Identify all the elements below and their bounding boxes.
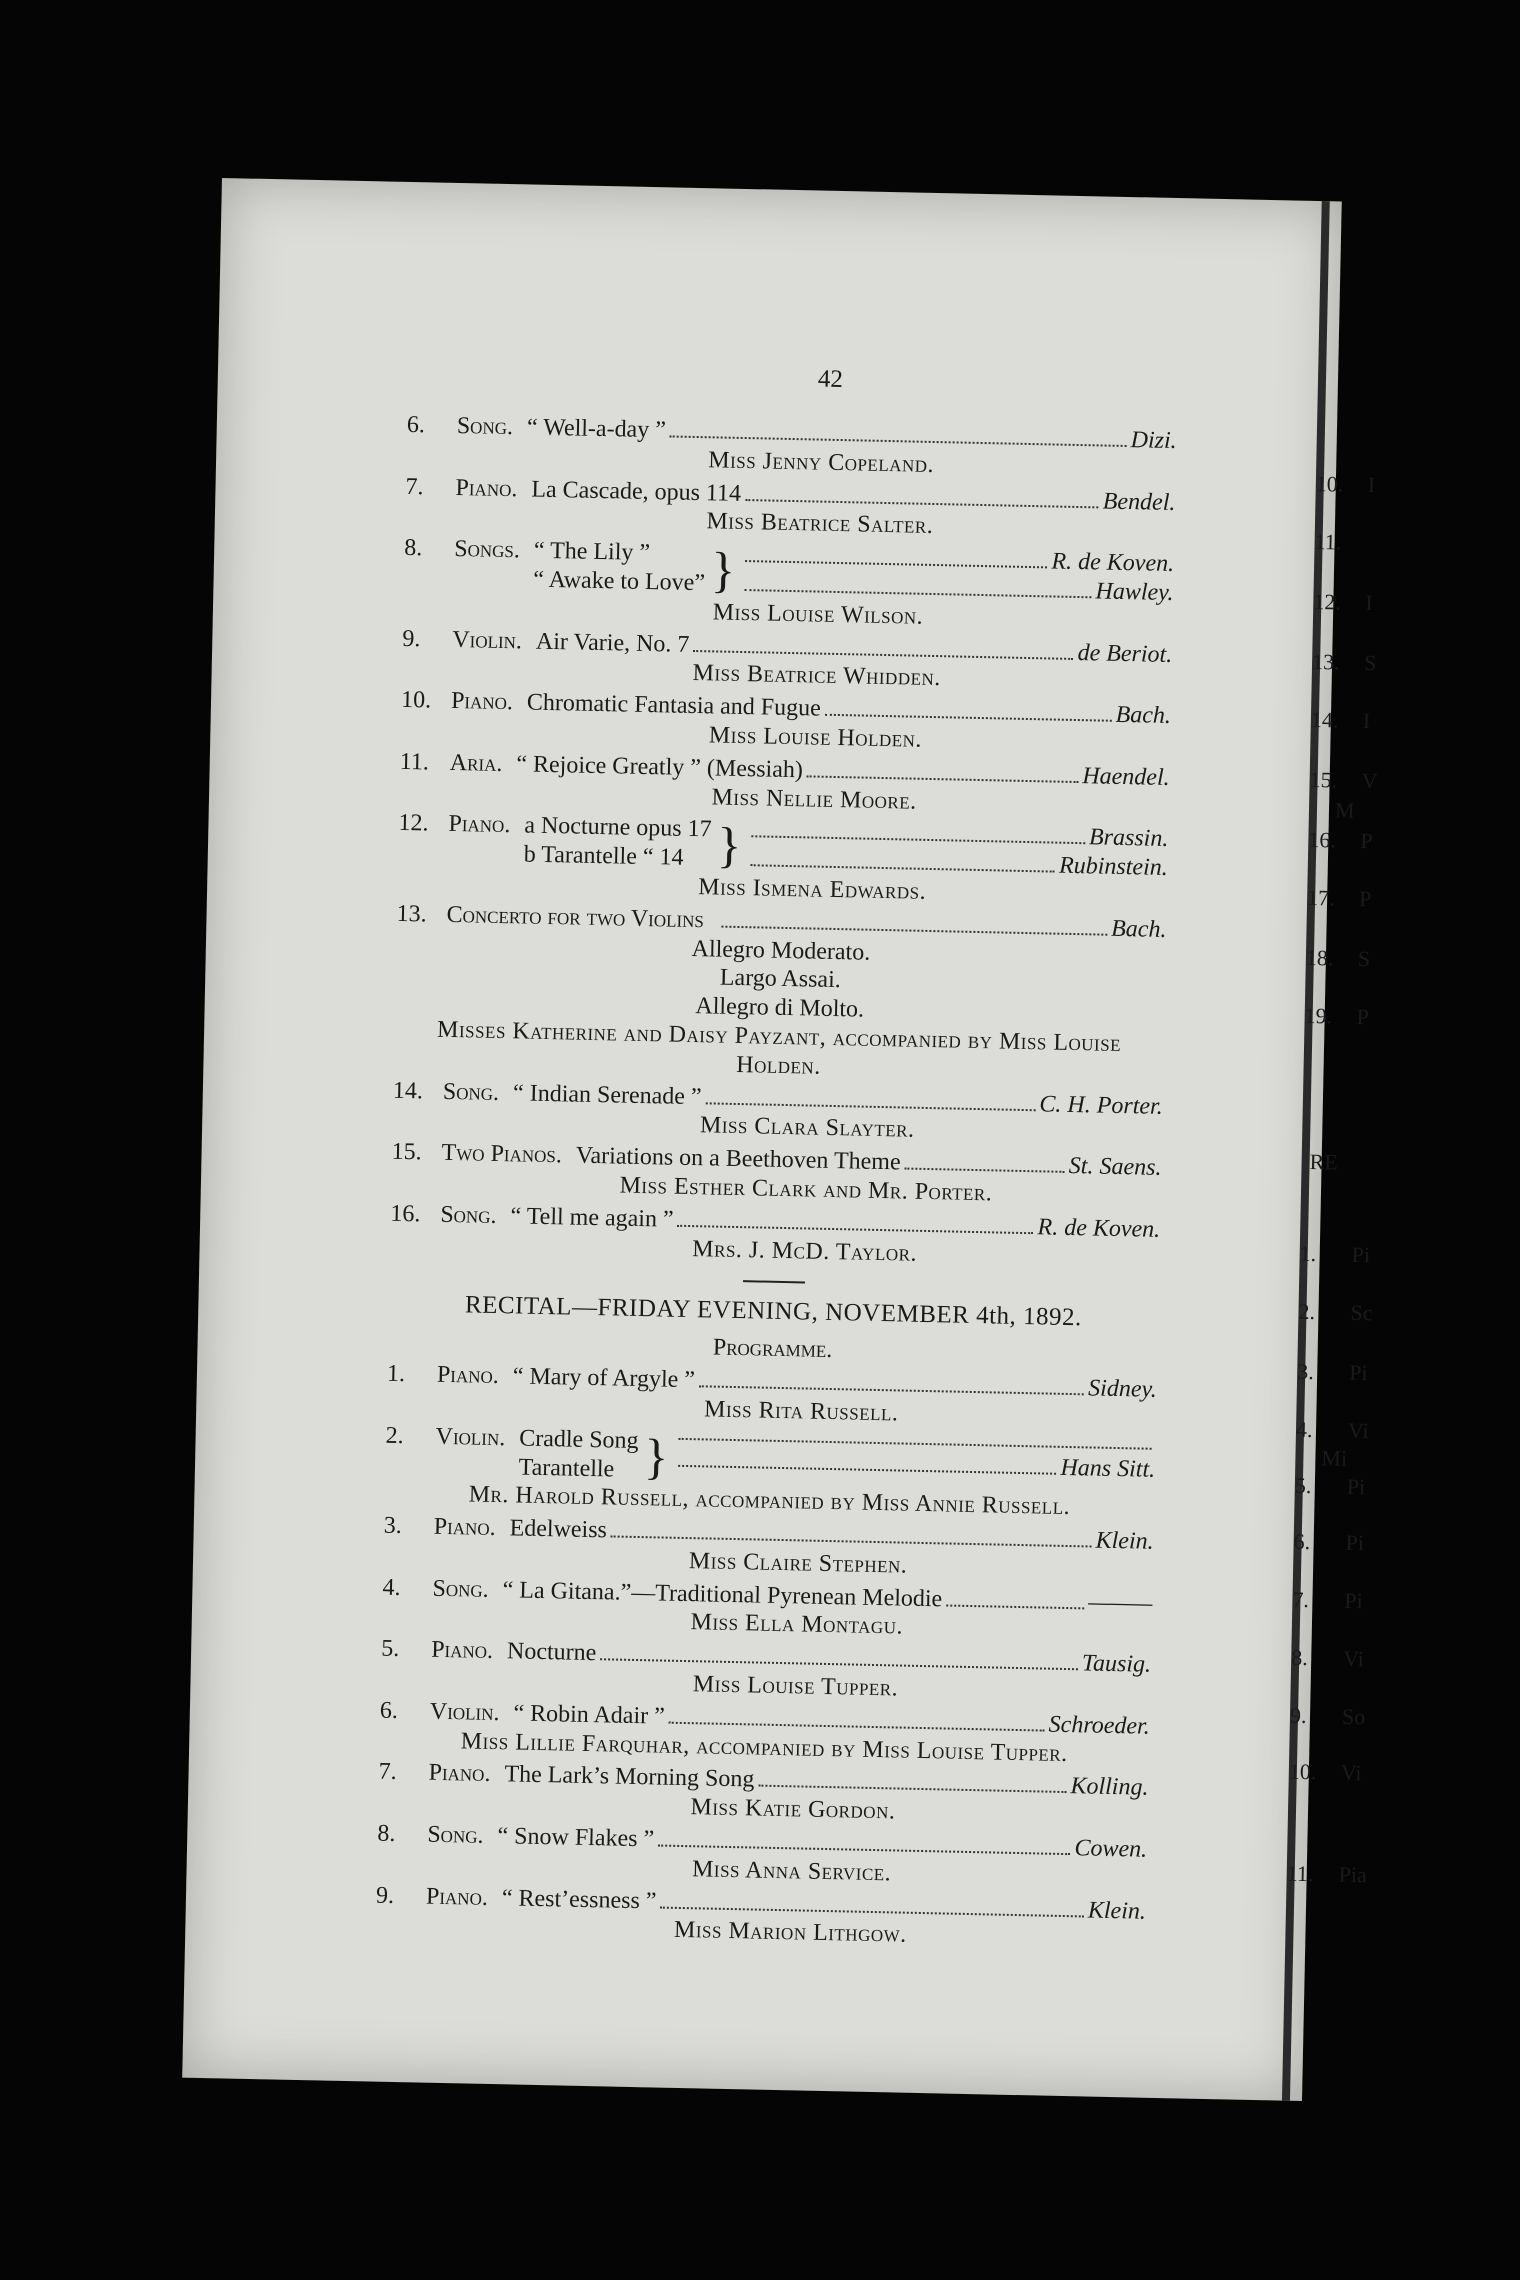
- composer-name: R. de Koven.: [1037, 1214, 1161, 1243]
- composer-name: Kolling.: [1070, 1773, 1149, 1802]
- item-type: Piano.: [425, 1883, 489, 1911]
- dot-leader: [611, 1536, 1092, 1548]
- item-type: Songs.: [454, 536, 521, 564]
- item-type: Piano.: [430, 1636, 494, 1665]
- facing-item-fragment: So: [1341, 1703, 1366, 1730]
- composer-name: Bendel.: [1102, 488, 1176, 516]
- performer: Miss Louise Tupper.: [692, 1671, 899, 1702]
- item-type: Piano.: [450, 688, 514, 716]
- piece-title: “ Rest’essness ”: [501, 1884, 657, 1915]
- dot-leader: [904, 1168, 1064, 1173]
- item-type: Violin.: [452, 626, 523, 654]
- facing-item-fragment: I: [1365, 590, 1373, 616]
- item-number: 5.: [380, 1635, 400, 1663]
- facing-item-fragment: Vi: [1340, 1759, 1362, 1786]
- composer-name: Hawley.: [1095, 578, 1174, 606]
- piece-lines: [523, 812, 711, 874]
- item-number: 9.: [375, 1882, 395, 1909]
- composer-lines: [747, 817, 1169, 883]
- composer-name: Hans Sitt.: [1060, 1454, 1156, 1483]
- item-type: Song.: [440, 1201, 497, 1229]
- piece-title: The Lark’s Morning Song: [504, 1761, 755, 1793]
- facing-item-number: 15.: [1309, 766, 1338, 793]
- facing-item-fragment: Vi: [1347, 1417, 1369, 1444]
- brace-symbol: }: [643, 1427, 669, 1485]
- facing-item-number: 16.: [1308, 826, 1337, 853]
- facing-item-number: 11.: [1286, 1860, 1314, 1887]
- item-number: 7.: [378, 1759, 397, 1786]
- dot-leader: [745, 560, 1047, 568]
- facing-item-number: 18.: [1305, 944, 1334, 971]
- composer-name: Klein.: [1095, 1527, 1154, 1555]
- composer-name: Brassin.: [1088, 824, 1169, 853]
- item-type: Piano.: [436, 1361, 500, 1390]
- dot-leader: [758, 1785, 1066, 1793]
- dot-leader: [658, 1845, 1070, 1856]
- item-number: 12.: [398, 810, 429, 837]
- performer: Miss Beatrice Whidden.: [692, 660, 942, 692]
- facing-item-fragment: V: [1361, 768, 1378, 794]
- facing-item-number: 6.: [1293, 1528, 1311, 1555]
- dot-leader: [705, 1102, 1035, 1111]
- piece-title: Cradle Song: [518, 1425, 639, 1454]
- composer-name: Schroeder.: [1048, 1711, 1151, 1740]
- performer: Miss Marion Lithgow.: [673, 1917, 907, 1949]
- performer: Miss Ella Montagu.: [690, 1609, 904, 1641]
- performer: Mr. Harold Russell, accompanied by Miss Annie Russell.: [468, 1481, 1071, 1521]
- composer-name: Rubinstein.: [1058, 852, 1169, 882]
- item-type: Violin.: [429, 1698, 500, 1727]
- brace-symbol: }: [710, 541, 736, 598]
- item-number: 6.: [406, 411, 426, 439]
- performer: Miss Louise Holden.: [708, 722, 923, 753]
- facing-item-fragment: Vi: [1342, 1645, 1365, 1672]
- composer-name: Dizi.: [1130, 427, 1177, 455]
- programme-heading: Programme.: [712, 1334, 833, 1364]
- composer-name: Cowen.: [1074, 1835, 1148, 1863]
- facing-item-number: 7.: [1292, 1586, 1310, 1613]
- facing-fragment: M: [1334, 797, 1355, 823]
- item-number: 6.: [379, 1697, 399, 1724]
- item-number: 3.: [383, 1512, 403, 1540]
- dot-leader: [745, 589, 1092, 598]
- item-number: 1.: [386, 1360, 406, 1388]
- dot-leader: [678, 1465, 1056, 1475]
- page-number: 42: [817, 365, 844, 394]
- brace-symbol: }: [716, 816, 742, 874]
- program-page: [182, 178, 1378, 2101]
- dot-leader: [660, 1906, 1083, 1917]
- facing-item-number: 3.: [1296, 1358, 1315, 1385]
- composer-name: St. Saens.: [1068, 1153, 1162, 1182]
- composer-name: R. de Koven.: [1051, 548, 1175, 578]
- item-number: 4.: [382, 1574, 401, 1601]
- movement: Allegro Moderato.: [691, 935, 871, 966]
- performer: Miss Jenny Copeland.: [708, 447, 935, 478]
- facing-item-fragment: Pia: [1338, 1861, 1368, 1888]
- performer: Miss Lillie Farquhar, accompanied by Miss Louise Tupper.: [460, 1728, 1068, 1767]
- performer: Miss Ismena Edwards.: [698, 874, 927, 905]
- programme-list: [375, 407, 1177, 1955]
- facing-item-number: 5.: [1294, 1472, 1312, 1499]
- facing-item-number: 4.: [1295, 1416, 1313, 1443]
- piece-title: “ Tell me again ”: [510, 1202, 674, 1233]
- recital-heading: RECITAL—FRIDAY EVENING, NOVEMBER 4th, 1892.: [464, 1291, 1083, 1332]
- item-number: 15.: [391, 1138, 422, 1166]
- facing-item-number: 10.: [1288, 1758, 1317, 1785]
- facing-item-number: 8.: [1290, 1644, 1309, 1671]
- item-number: 8.: [377, 1820, 396, 1848]
- performer: Miss Rita Russell.: [703, 1396, 899, 1427]
- facing-item-fragment: Pi: [1345, 1529, 1365, 1556]
- composer-name: de Beriot.: [1077, 639, 1173, 668]
- piece-lines: [518, 1424, 639, 1484]
- performer: Miss Clara Slayter.: [699, 1112, 915, 1144]
- facing-item-fragment: Pi: [1346, 1473, 1366, 1500]
- dot-leader: [751, 864, 1055, 872]
- facing-item-fragment: I: [1367, 472, 1376, 498]
- facing-item-number: 12.: [1313, 588, 1342, 615]
- performer: Miss Claire Stephen.: [688, 1547, 908, 1579]
- piece-title: Variations on a Beethoven Theme: [575, 1142, 901, 1176]
- facing-item-number: 13.: [1311, 648, 1340, 675]
- piece-title: “ Well-a-day ”: [526, 414, 667, 444]
- facing-item-fragment: Pi: [1348, 1359, 1368, 1386]
- performer: Miss Louise Wilson.: [712, 599, 924, 630]
- facing-item-fragment: S: [1363, 650, 1377, 676]
- facing-item-fragment: P: [1360, 827, 1373, 854]
- facing-item-fragment: I: [1362, 708, 1371, 734]
- facing-item-number: 19.: [1304, 1002, 1333, 1029]
- piece-lines: [533, 537, 706, 598]
- item-number: 10.: [400, 687, 432, 714]
- item-number: 9.: [402, 625, 421, 652]
- item-number: 11.: [399, 748, 430, 776]
- dot-leader: [946, 1604, 1084, 1609]
- dot-leader: [825, 714, 1112, 722]
- dot-leader: [600, 1659, 1078, 1671]
- composer-lines: [674, 1438, 1156, 1485]
- movement: Largo Assai.: [719, 964, 842, 994]
- performer: Miss Nellie Moore.: [711, 783, 917, 815]
- composer-name: Sidney.: [1087, 1375, 1158, 1403]
- item-number: 2.: [385, 1422, 404, 1449]
- dot-leader: [693, 650, 1073, 660]
- dot-leader: [669, 1722, 1045, 1732]
- dot-leader: [745, 499, 1099, 508]
- section-rule: [743, 1280, 805, 1283]
- facing-item-fragment: P: [1356, 1003, 1370, 1030]
- performer: Miss Esther Clark and Mr. Porter.: [619, 1172, 993, 1207]
- piece-title: Tarantelle: [518, 1453, 615, 1482]
- performer: Misses Katherine and Daisy Payzant, accompanied by Miss Louise Holden.: [436, 1016, 1122, 1080]
- piece-title: Chromatic Fantasia and Fugue: [526, 689, 822, 722]
- composer-name: C. H. Porter.: [1039, 1090, 1164, 1120]
- item-type: Piano.: [433, 1513, 496, 1542]
- piece-title: Air Varie, No. 7: [535, 628, 690, 658]
- facing-item-number: 1.: [1299, 1240, 1317, 1267]
- item-type: Song.: [442, 1078, 500, 1106]
- piece-title: “ Rejoice Greatly ” (Messiah): [516, 751, 804, 784]
- item-number: 14.: [392, 1077, 424, 1104]
- composer-name: ———: [1088, 1589, 1153, 1617]
- item-type: Song.: [432, 1575, 489, 1603]
- piece-title: Nocturne: [506, 1638, 597, 1667]
- item-type: Piano.: [448, 811, 511, 839]
- item-number: 7.: [405, 473, 424, 500]
- item-number: 13.: [396, 900, 427, 928]
- piece-title: “ Robin Adair ”: [513, 1700, 666, 1730]
- composer-name: Tausig.: [1081, 1650, 1152, 1679]
- facing-item-number: 14.: [1310, 706, 1339, 733]
- piece-title: “ Mary of Argyle ”: [512, 1363, 696, 1394]
- facing-item-fragment: P: [1358, 885, 1372, 912]
- facing-item-number: 17.: [1306, 884, 1335, 911]
- facing-item-fragment: Sc: [1350, 1299, 1373, 1326]
- item-type: Piano.: [455, 474, 518, 502]
- facing-item-fragment: S: [1357, 945, 1371, 972]
- facing-item-number: 10.: [1315, 470, 1344, 497]
- composer-name: Bach.: [1115, 702, 1172, 730]
- dot-leader: [751, 836, 1084, 845]
- dot-leader: [670, 435, 1127, 447]
- piece-title: a Nocturne opus 17: [524, 812, 712, 843]
- piece-title: Edelweiss: [509, 1515, 608, 1544]
- dot-leader: [722, 925, 1107, 935]
- performer: Miss Anna Service.: [691, 1856, 892, 1887]
- item-type: Song.: [427, 1821, 484, 1849]
- facing-fragment: Mi: [1321, 1445, 1348, 1471]
- composer-name: Haendel.: [1082, 762, 1170, 791]
- item-type: Piano.: [428, 1760, 491, 1788]
- facing-item-fragment: Pi: [1351, 1241, 1371, 1268]
- item-number: 16.: [390, 1200, 421, 1228]
- item-number: 8.: [404, 535, 423, 562]
- facing-item-number: 11.: [1314, 528, 1342, 555]
- piece-title: “ Indian Serenade ”: [512, 1079, 702, 1110]
- item-type: Violin.: [435, 1423, 506, 1451]
- piece-title: “ The Lily ”: [533, 537, 651, 567]
- item-type: Song.: [456, 412, 514, 441]
- piece-title: La Cascade, opus 114: [531, 476, 742, 507]
- item-type: Aria.: [449, 749, 503, 777]
- composer-name: Bach.: [1110, 915, 1167, 943]
- piece-title: “ La Gitana.”—Traditional Pyrenean Melodie: [502, 1576, 943, 1613]
- facing-item-fragment: Pi: [1344, 1587, 1364, 1614]
- piece-title: b Tarantelle “ 14: [523, 841, 684, 871]
- item-type: Concerto for two Violins: [446, 901, 705, 934]
- facing-heading-fragment: RE: [1309, 1148, 1339, 1175]
- composer-lines: [741, 541, 1175, 608]
- item-type: Two Pianos.: [441, 1139, 563, 1169]
- piece-title: “ Awake to Love”: [533, 566, 706, 597]
- performer: Miss Katie Gordon.: [690, 1794, 896, 1825]
- composer-name: Klein.: [1087, 1897, 1147, 1925]
- piece-title: “ Snow Flakes ”: [497, 1823, 655, 1853]
- dot-leader: [807, 775, 1079, 783]
- performer: Mrs. J. McD. Taylor.: [692, 1235, 918, 1267]
- performer: Miss Beatrice Salter.: [706, 508, 934, 540]
- facing-item-number: 9.: [1289, 1702, 1307, 1729]
- dot-leader: [699, 1385, 1084, 1395]
- movement: Allegro di Molto.: [695, 993, 865, 1023]
- facing-item-number: 2.: [1298, 1298, 1316, 1325]
- dot-leader: [677, 1224, 1033, 1233]
